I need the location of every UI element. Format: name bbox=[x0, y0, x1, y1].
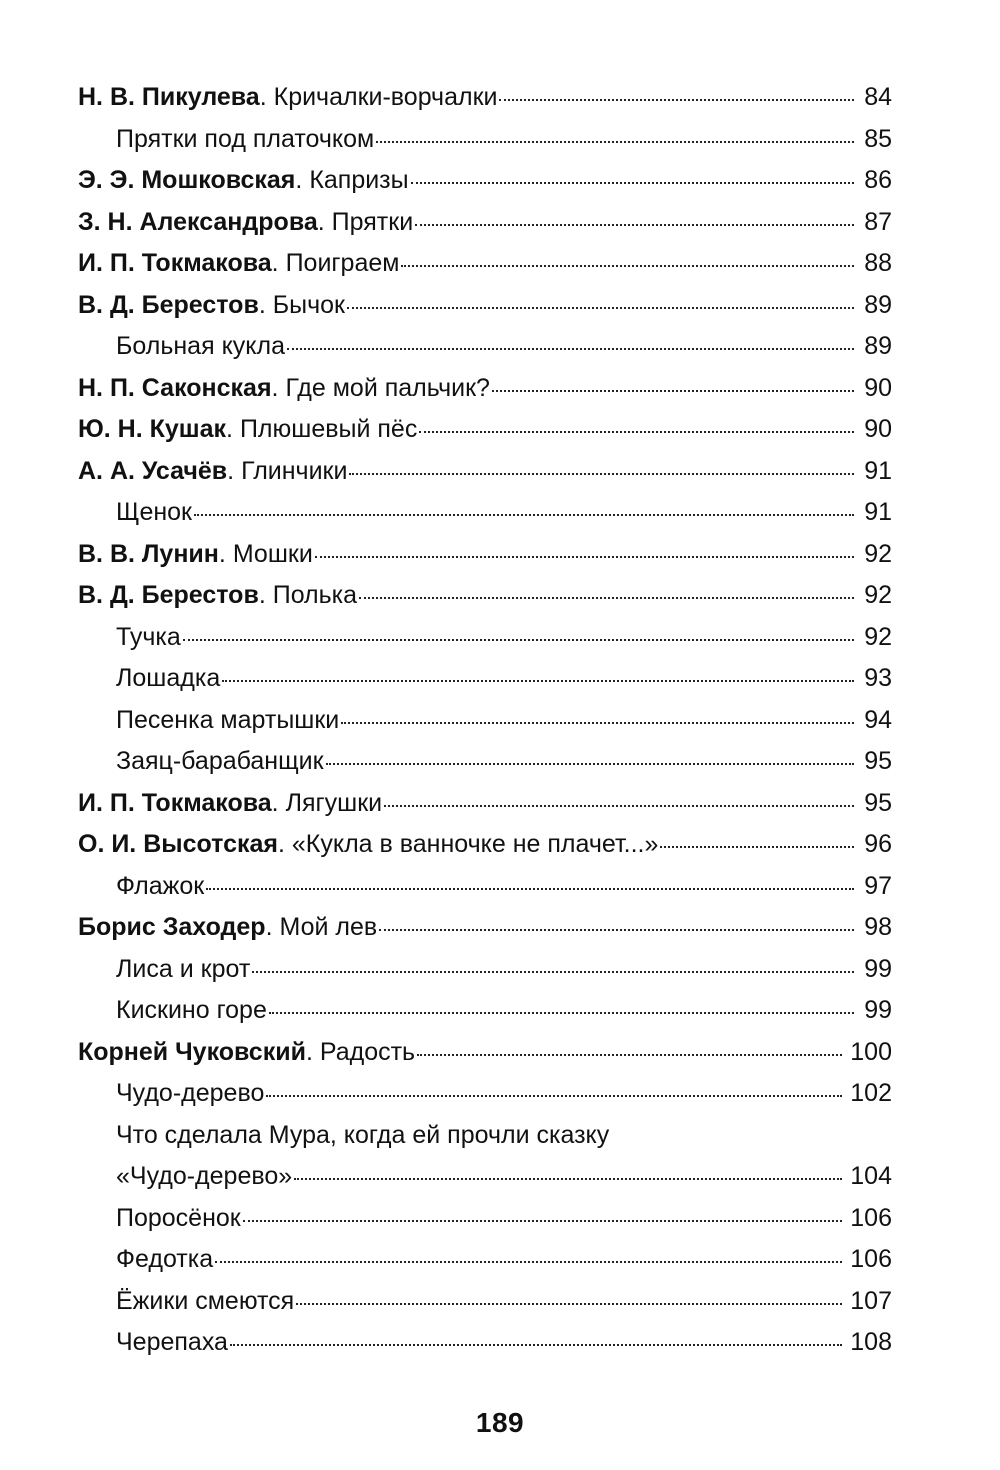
dot-leader bbox=[296, 1303, 842, 1305]
dot-leader bbox=[411, 182, 854, 184]
table-of-contents bbox=[78, 77, 892, 1364]
dot-leader bbox=[315, 556, 854, 558]
toc-entry-title: Поиграем bbox=[285, 249, 400, 277]
toc-entry-page: 97 bbox=[864, 871, 892, 900]
dot-leader bbox=[379, 929, 854, 931]
toc-entry-author: Ю. Н. Кушак bbox=[78, 415, 227, 443]
toc-entry-title: Ёжики смеются bbox=[116, 1286, 295, 1315]
toc-entry-title: Прятки bbox=[331, 207, 414, 236]
toc-entry bbox=[78, 1115, 892, 1157]
toc-entry-page: 88 bbox=[864, 249, 892, 277]
dot-leader bbox=[294, 1178, 842, 1180]
dot-leader bbox=[415, 224, 854, 226]
toc-entry-page: 106 bbox=[850, 1245, 892, 1273]
toc-entry-author: А. А. Усачёв bbox=[78, 456, 228, 485]
toc-entry-page: 92 bbox=[864, 581, 892, 609]
toc-entry-title: Больная кукла bbox=[116, 332, 285, 360]
toc-entry bbox=[78, 451, 892, 493]
toc-entry-page: 89 bbox=[864, 332, 892, 360]
dot-leader bbox=[222, 680, 854, 682]
toc-entry-author: В. В. Лунин bbox=[78, 539, 219, 568]
toc-entry-author: В. Д. Берестов bbox=[78, 581, 259, 609]
toc-entry-page: 90 bbox=[864, 415, 892, 443]
toc-entry-page: 94 bbox=[864, 705, 892, 734]
dot-leader bbox=[384, 805, 854, 807]
toc-entry-separator: . bbox=[258, 581, 273, 609]
toc-entry-page: 91 bbox=[864, 456, 892, 485]
toc-entry-title: Бычок bbox=[272, 290, 345, 319]
toc-entry-title: Плюшевый пёс bbox=[239, 415, 418, 443]
toc-entry bbox=[78, 326, 892, 368]
toc-entry-title: Мошки bbox=[232, 539, 313, 568]
toc-entry bbox=[78, 243, 892, 285]
toc-entry-page: 85 bbox=[864, 124, 892, 153]
toc-entry-title: Щенок bbox=[116, 498, 192, 526]
dot-leader bbox=[269, 1012, 854, 1014]
toc-entry-title: Радость bbox=[319, 1037, 416, 1066]
toc-entry-title: Лошадка bbox=[116, 664, 221, 692]
toc-entry-page: 104 bbox=[850, 1162, 892, 1190]
toc-entry-title: Где мой пальчик? bbox=[285, 373, 490, 402]
toc-entry bbox=[78, 700, 892, 742]
toc-entry-page: 93 bbox=[864, 664, 892, 692]
toc-entry-author: Н. П. Саконская bbox=[78, 373, 272, 402]
dot-leader bbox=[492, 390, 854, 392]
dot-leader bbox=[266, 1095, 842, 1097]
toc-entry bbox=[78, 285, 892, 327]
toc-entry-page: 100 bbox=[850, 1037, 892, 1066]
toc-entry-page: 91 bbox=[864, 498, 892, 526]
toc-entry-title: Глинчики bbox=[241, 456, 348, 485]
toc-entry-title: Чудо-дерево bbox=[116, 1079, 265, 1107]
toc-entry-separator: . bbox=[271, 373, 286, 402]
toc-entry-page: 92 bbox=[864, 539, 892, 568]
toc-entry-title: Лиса и крот bbox=[116, 954, 251, 983]
toc-entry-separator: . bbox=[227, 456, 242, 485]
page-number: 189 bbox=[475, 1407, 525, 1438]
toc-entry-title: Черепаха bbox=[116, 1328, 228, 1356]
toc-entry bbox=[78, 1032, 892, 1074]
toc-entry-page: 98 bbox=[864, 913, 892, 941]
toc-entry-title: Федотка bbox=[116, 1245, 214, 1273]
dot-leader bbox=[349, 473, 854, 475]
toc-entry-author: О. И. Высотская bbox=[78, 830, 278, 858]
toc-entry-page: 95 bbox=[864, 747, 892, 775]
toc-entry-title: «Кукла в ванночке не плачет...» bbox=[291, 830, 659, 858]
toc-entry-page: 87 bbox=[864, 207, 892, 236]
toc-entry-author: Борис Заходер bbox=[78, 913, 266, 941]
toc-entry bbox=[78, 907, 892, 949]
toc-entry bbox=[78, 77, 892, 119]
toc-entry-author: Н. В. Пикулева bbox=[78, 83, 260, 111]
toc-entry-page: 99 bbox=[864, 954, 892, 983]
toc-entry bbox=[78, 534, 892, 576]
toc-entry-author: И. П. Токмакова bbox=[78, 249, 272, 277]
toc-entry-page: 99 bbox=[864, 996, 892, 1024]
toc-entry-page: 89 bbox=[864, 290, 892, 319]
toc-entry bbox=[78, 866, 892, 908]
toc-entry-author: Э. Э. Мошковская bbox=[78, 166, 296, 194]
toc-entry-separator: . bbox=[259, 83, 274, 111]
toc-entry-title: «Чудо-дерево» bbox=[116, 1162, 293, 1190]
toc-entry-separator: . bbox=[277, 830, 292, 858]
toc-entry-title: Что сделала Мура, когда ей прочли сказку bbox=[116, 1120, 610, 1149]
toc-entry-separator: . bbox=[295, 166, 310, 194]
toc-entry-title: Заяц-барабанщик bbox=[116, 747, 324, 775]
dot-leader bbox=[230, 1344, 842, 1346]
dot-leader bbox=[252, 971, 854, 973]
toc-entry-title: Лягушки bbox=[285, 788, 383, 817]
toc-entry-page: 102 bbox=[850, 1079, 892, 1107]
toc-entry-title: Тучка bbox=[116, 622, 181, 651]
toc-entry-title: Полька bbox=[272, 581, 358, 609]
toc-entry bbox=[78, 783, 892, 825]
toc-entry bbox=[78, 1156, 892, 1198]
toc-entry-page: 96 bbox=[864, 830, 892, 858]
toc-entry-page: 95 bbox=[864, 788, 892, 817]
dot-leader bbox=[401, 265, 854, 267]
toc-entry-title: Кричалки-ворчалки bbox=[273, 83, 498, 111]
dot-leader bbox=[347, 307, 854, 309]
dot-leader bbox=[341, 722, 854, 724]
dot-leader bbox=[194, 514, 854, 516]
dot-leader bbox=[417, 1054, 842, 1056]
toc-entry-title: Прятки под платочком bbox=[116, 124, 375, 153]
toc-entry-separator: . bbox=[218, 539, 233, 568]
toc-entry-author: В. Д. Берестов bbox=[78, 290, 259, 319]
dot-leader bbox=[287, 348, 854, 350]
toc-entry bbox=[78, 1198, 892, 1240]
dot-leader bbox=[499, 99, 854, 101]
toc-entry-page: 84 bbox=[864, 83, 892, 111]
toc-entry-separator: . bbox=[271, 788, 286, 817]
dot-leader bbox=[660, 846, 854, 848]
dot-leader bbox=[183, 639, 854, 641]
toc-entry-title: Флажок bbox=[116, 871, 205, 900]
dot-leader bbox=[326, 763, 854, 765]
toc-entry bbox=[78, 368, 892, 410]
toc-entry-title: Капризы bbox=[309, 166, 409, 194]
dot-leader bbox=[206, 888, 854, 890]
toc-entry-page: 107 bbox=[850, 1286, 892, 1315]
toc-entry bbox=[78, 824, 892, 866]
toc-entry bbox=[78, 575, 892, 617]
dot-leader bbox=[243, 1220, 842, 1222]
toc-entry bbox=[78, 658, 892, 700]
toc-entry bbox=[78, 990, 892, 1032]
toc-entry bbox=[78, 1073, 892, 1115]
dot-leader bbox=[376, 141, 854, 143]
toc-entry-title: Кискино горе bbox=[116, 996, 267, 1024]
toc-entry-separator: . bbox=[317, 207, 332, 236]
toc-entry bbox=[78, 119, 892, 161]
toc-entry bbox=[78, 741, 892, 783]
toc-entry-author: Корней Чуковский bbox=[78, 1037, 306, 1066]
toc-entry bbox=[78, 160, 892, 202]
toc-entry bbox=[78, 409, 892, 451]
dot-leader bbox=[359, 597, 854, 599]
dot-leader bbox=[419, 431, 854, 433]
dot-leader bbox=[215, 1261, 842, 1263]
toc-entry bbox=[78, 617, 892, 659]
toc-entry-page: 86 bbox=[864, 166, 892, 194]
toc-entry-author: З. Н. Александрова bbox=[78, 207, 318, 236]
toc-entry-separator: . bbox=[226, 415, 240, 443]
toc-entry bbox=[78, 949, 892, 991]
toc-entry-page: 90 bbox=[864, 373, 892, 402]
toc-entry-page: 108 bbox=[850, 1328, 892, 1356]
toc-entry bbox=[78, 1322, 892, 1364]
toc-entry-separator: . bbox=[271, 249, 286, 277]
toc-entry-title: Поросёнок bbox=[116, 1203, 241, 1232]
toc-entry bbox=[78, 1281, 892, 1323]
toc-entry-separator: . bbox=[305, 1037, 320, 1066]
toc-entry bbox=[78, 202, 892, 244]
toc-entry-title: Мой лев bbox=[279, 913, 378, 941]
toc-entry-page: 92 bbox=[864, 622, 892, 651]
toc-entry-author: И. П. Токмакова bbox=[78, 788, 272, 817]
toc-entry-page: 106 bbox=[850, 1203, 892, 1232]
toc-entry-separator: . bbox=[258, 290, 273, 319]
toc-entry-title: Песенка мартышки bbox=[116, 705, 340, 734]
toc-entry bbox=[78, 1239, 892, 1281]
toc-entry bbox=[78, 492, 892, 534]
toc-entry-separator: . bbox=[265, 913, 280, 941]
